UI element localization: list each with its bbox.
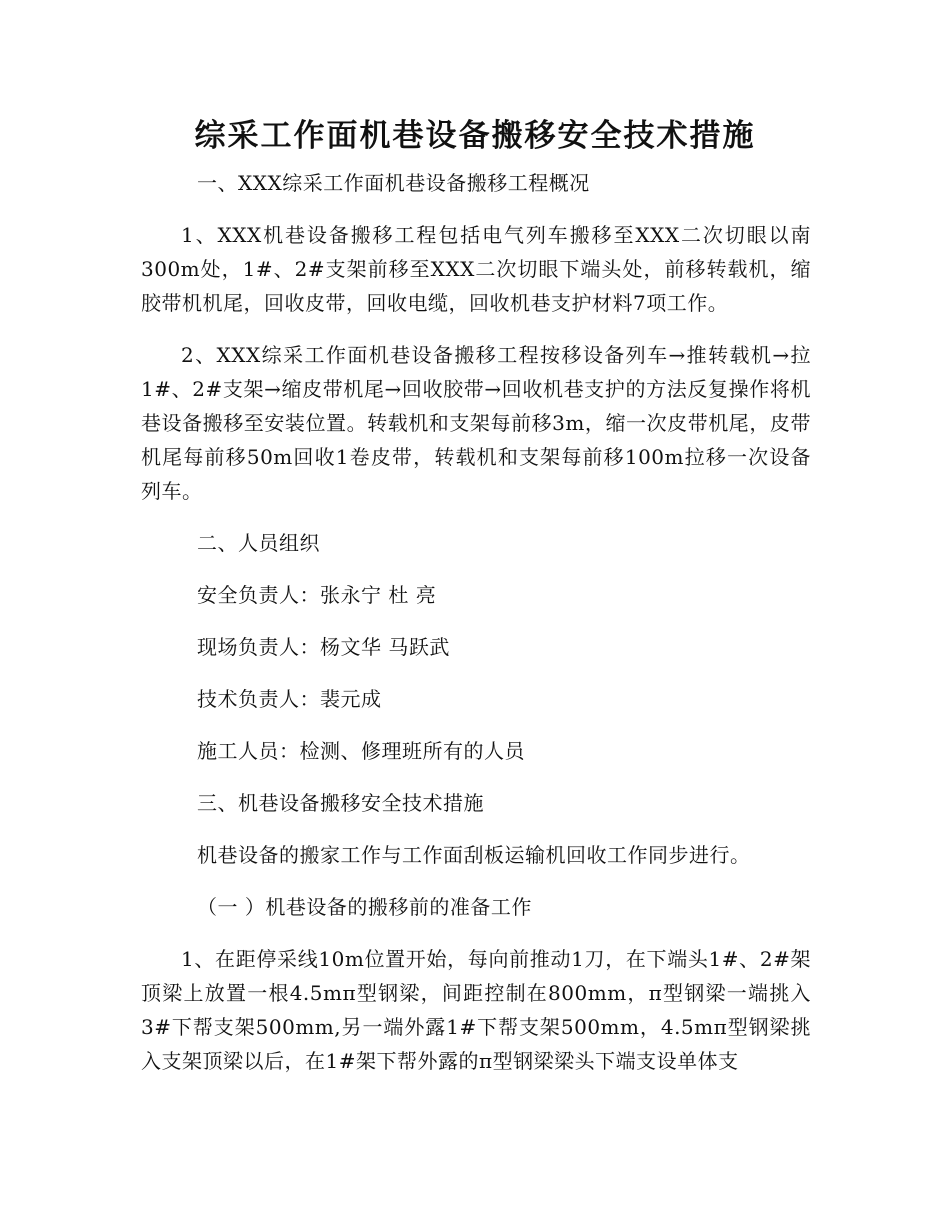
paragraph-sync: 机巷设备的搬家工作与工作面刮板运输机回收工作同步进行。 <box>197 843 751 867</box>
paragraph-method: 2、XXX综采工作面机巷设备搬移工程按移设备列车→推转载机→拉1#、2#支架→缩皮带机尾→回收胶带→回收机巷支护的方法反复操作将机巷设备搬移至安装位置。转载机和支架每前移3m，缩一次皮带机尾，皮带机尾每前移50m回收1卷皮带，转载机和支架每前移100m拉移一次设备列车。 <box>141 343 811 503</box>
site-lead-line: 现场负责人：杨文华 马跃武 <box>197 635 450 659</box>
section-heading-personnel: 二、人员组织 <box>197 531 320 555</box>
section-heading-overview: 一、XXX综采工作面机巷设备搬移工程概况 <box>197 171 590 195</box>
workers-line: 施工人员：检测、修理班所有的人员 <box>197 739 525 763</box>
paragraph-preparation-step-1: 1、在距停采线10m位置开始，每向前推动1刀，在下端头1#、2#架顶梁上放置一根4.5mπ型钢梁，间距控制在800mm，π型钢梁一端挑入3#下帮支架500mm,另一端外露1#下帮支架500mm，4.5mπ型钢梁挑入支架顶梁以后，在1#架下帮外露的π型钢梁梁头下端支设单体支 <box>141 947 811 1073</box>
document-body <box>141 166 811 1078</box>
document-title: 综采工作面机巷设备搬移安全技术措施 <box>194 118 756 154</box>
safety-lead-line: 安全负责人：张永宁 杜 亮 <box>197 583 437 607</box>
technical-lead-line: 技术负责人：裴元成 <box>197 687 382 711</box>
subsection-heading-preparation: （一 ）机巷设备的搬移前的准备工作 <box>197 895 532 919</box>
paragraph-scope: 1、XXX机巷设备搬移工程包括电气列车搬移至XXX二次切眼以南300m处，1#、2#支架前移至XXX二次切眼下端头处，前移转载机，缩胶带机机尾，回收皮带，回收电缆，回收机巷支护材料7项工作。 <box>141 223 811 315</box>
section-heading-measures: 三、机巷设备搬移安全技术措施 <box>197 791 484 815</box>
